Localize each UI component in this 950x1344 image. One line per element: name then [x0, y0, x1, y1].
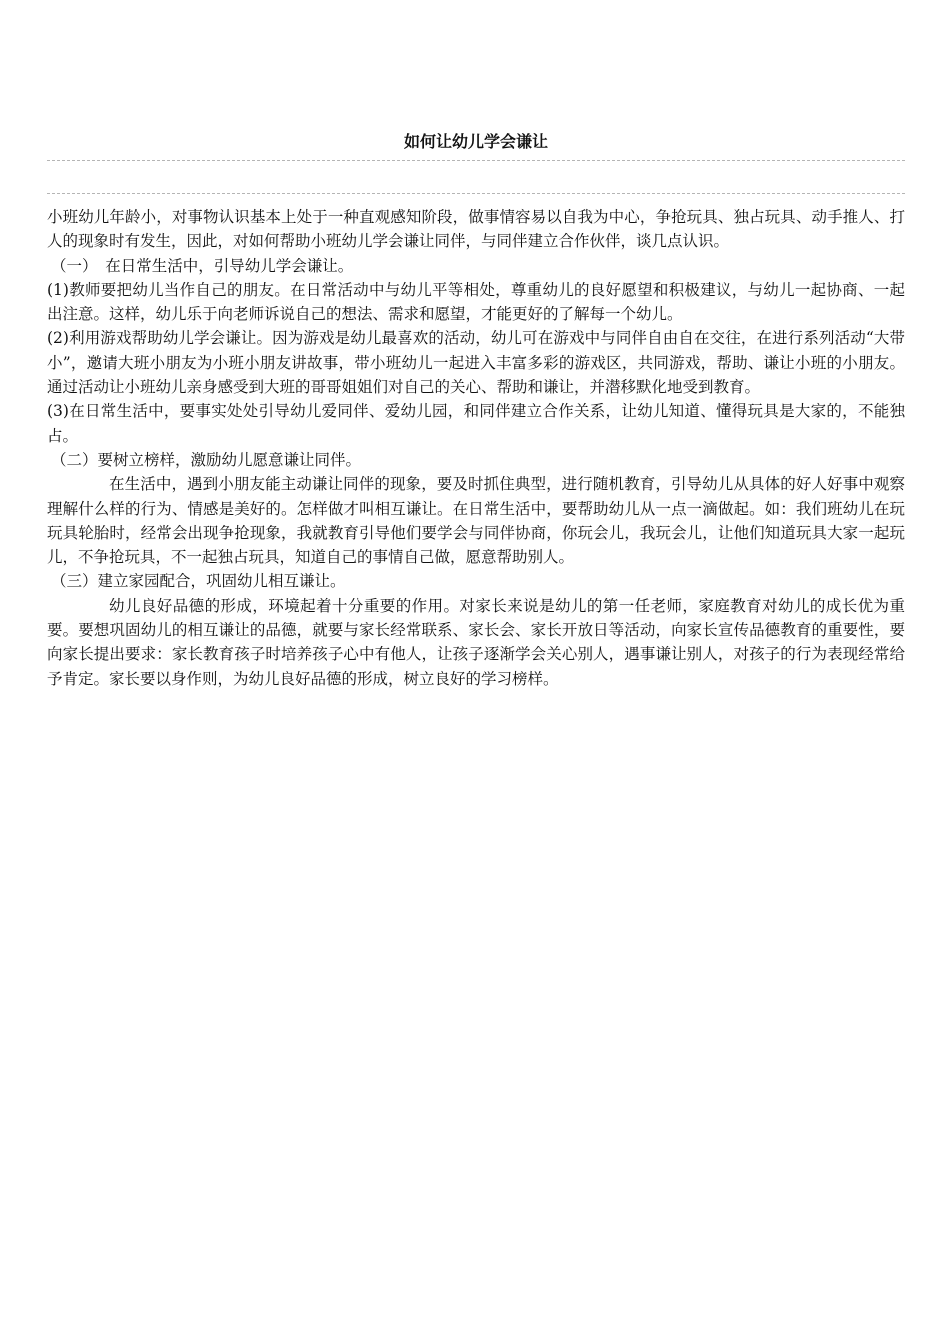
body-paragraph: 幼儿良好品德的形成，环境起着十分重要的作用。对家长来说是幼儿的第一任老师，家庭教育对幼儿的成长优为重要。要想巩固幼儿的相互谦让的品德，就要与家长经常联系、家长会、家长开放日等活动，向家长宣传品德教育的重要性，要向家长提出要求：家长教育孩子时培养孩子心中有他人，让孩子逐渐学会关心别人，遇事谦让别人，对孩子的行为表现经常给予肯定。家长要以身作则，为幼儿良好品德的形成，树立良好的学习榜样。 [47, 596, 905, 688]
document-title: 如何让幼儿学会谦让 [403, 132, 548, 151]
body-paragraph: 在生活中，遇到小朋友能主动谦让同伴的现象，要及时抓住典型，进行随机教育，引导幼儿从具体的好人好事中观察理解什么样的行为、情感是美好的。怎样做才叫相互谦让。在日常生活中，要帮助幼儿从一点一滴做起。如：我们班幼儿在玩玩具轮胎时，经常会出现争抢现象，我就教育引导他们要学会与同伴协商，你玩会儿，我玩会儿，让他们知道玩具大家一起玩儿，不争抢玩具，不一起独占玩具，知道自己的事情自己做，愿意帮助别人。 [47, 475, 905, 567]
intro-paragraph: 小班幼儿年龄小，对事物认识基本上处于一种直观感知阶段，做事情容易以自我为中心，争抢玩具、独占玩具、动手推人、打人的现象时有发生，因此，对如何帮助小班幼儿学会谦让同伴，与同伴建立合作伙伴，谈几点认识。 [47, 208, 905, 251]
body-paragraph: (2)利用游戏帮助幼儿学会谦让。因为游戏是幼儿最喜欢的活动，幼儿可在游戏中与同伴自由自在交往，在进行系列活动“大带小”，邀请大班小朋友为小班小朋友讲故事，带小班幼儿一起进入丰富多彩的游戏区，共同游戏，帮助、谦让小班的小朋友。通过活动让小班幼儿亲身感受到大班的哥哥姐姐们对自己的关心、帮助和谦让，并潜移默化地受到教育。 [47, 329, 905, 397]
document-body [47, 205, 905, 691]
header-divider-bottom [47, 193, 905, 194]
section-heading-1: （一） 在日常生活中，引导幼儿学会谦让。 [51, 256, 354, 275]
body-paragraph: (1)教师要把幼儿当作自己的朋友。在日常活动中与幼儿平等相处，尊重幼儿的良好愿望和积极建议，与幼儿一起协商、一起出注意。这样，幼儿乐于向老师诉说自己的想法、需求和愿望，才能更好的了解每一个幼儿。 [47, 280, 905, 324]
section-heading-3: （三）建立家园配合，巩固幼儿相互谦让。 [51, 572, 346, 591]
body-paragraph: (3)在日常生活中，要事实处处引导幼儿爱同伴、爱幼儿园，和同伴建立合作关系，让幼儿知道、懂得玩具是大家的，不能独占。 [47, 402, 905, 445]
section-heading-2: （二）要树立榜样，激励幼儿愿意谦让同伴。 [51, 450, 362, 469]
header-divider-top [47, 160, 905, 161]
